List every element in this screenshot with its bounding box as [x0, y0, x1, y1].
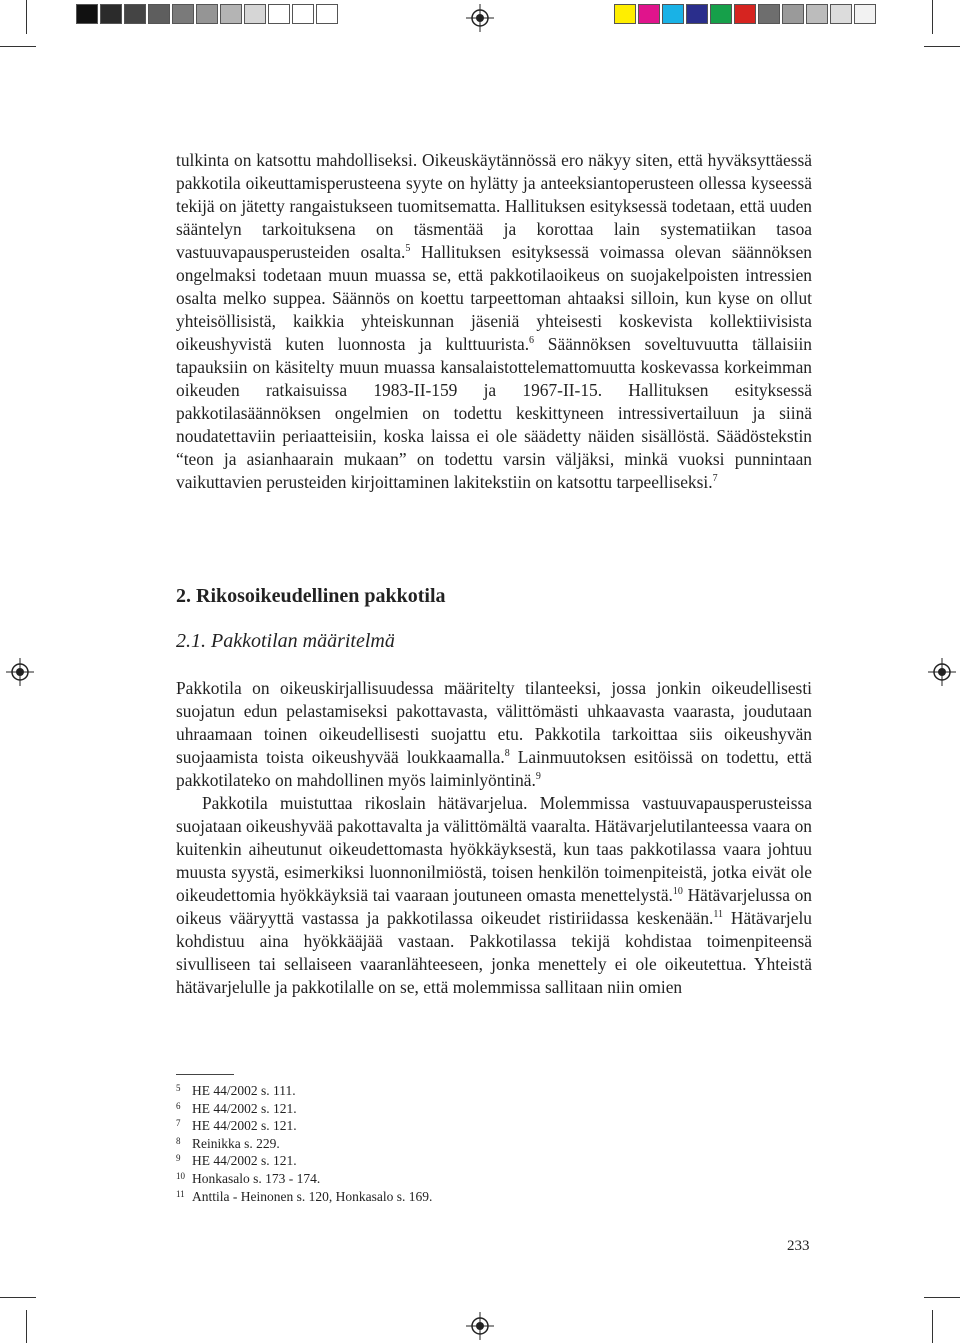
swatch	[638, 4, 660, 24]
registration-mark-icon	[6, 658, 34, 686]
swatch	[100, 4, 122, 24]
footnote-ref: 7	[712, 473, 718, 484]
text-run: Pakkotila muistuttaa rikoslain hätävarjelua. Molemmissa vastuuvapausperusteissa suojataan oikeushyvää pakottavalta ja välittömältä vaaralta. Hätävarjelutilanteessa vaara on kuitenkin aiheutunut oikeudettomasta hyökkäyksestä, kun taas pakkotilassa vaara johtuu muusta syystä, esimerkiksi luonnonilmiöstä, toisen henkilön toimenpiteistä, jotka eivät ole oikeudettomia hyökkäyksiä tai vaaraan joutuneen omasta menettelystä.	[176, 793, 812, 905]
swatch	[172, 4, 194, 24]
swatch	[614, 4, 636, 24]
footnote	[176, 1135, 676, 1153]
footnotes	[176, 1082, 676, 1205]
footnote-ref: 11	[713, 909, 724, 920]
footnote	[176, 1117, 676, 1135]
footnote-text: HE 44/2002 s. 111.	[192, 1083, 296, 1098]
swatch	[734, 4, 756, 24]
registration-mark-icon	[466, 4, 494, 32]
text-run: Hallituksen esityksessä voimassa olevan säännöksen ongelmaksi todetaan muun muassa se, että pakkotilaoikeus on suojakelpoisten intressien osalta melko suppea. Säännös on koettu tarpeettoman ahtaaksi silloin, kun kyse on ollut yhteisöllisistä, kaikkia yhteiskunnan jäseniä yhteisesti koskevista kollektiivisista oikeushyvistä kuten luonnosta ja kulttuurista.	[176, 242, 812, 354]
swatch	[244, 4, 266, 24]
footnote-ref: 8	[504, 748, 510, 759]
section-heading: 2. Rikosoikeudellinen pakkotila	[176, 585, 446, 607]
paragraph	[176, 149, 812, 494]
swatch	[830, 4, 852, 24]
registration-mark-icon	[928, 658, 956, 686]
swatch	[220, 4, 242, 24]
footnote-ref: 10	[672, 886, 683, 897]
footnote-text: Anttila - Heinonen s. 120, Honkasalo s. 169.	[192, 1188, 433, 1204]
body-text	[176, 149, 812, 494]
swatch	[292, 4, 314, 24]
page-number: 233	[787, 1238, 810, 1254]
swatch	[662, 4, 684, 24]
swatch	[686, 4, 708, 24]
text-run: Hätävarjelu kohdistuu aina hyökkääjää vastaan. Pakkotilassa tekijä kohdistaa toimenpiteensä sivulliseen tai sellaiseen vaaranlähteeseen, jonka menettely ei ole oikeutettua. Yhteistä hätävarjelulle ja pakkotilalle on se, että molemmissa sallitaan niin omien	[176, 908, 812, 997]
paragraph	[176, 792, 812, 999]
footnote-number: 10	[176, 1170, 185, 1181]
registration-mark-icon	[466, 1312, 494, 1340]
footnote-text: Reinikka s. 229.	[192, 1135, 280, 1151]
footnote-text: Honkasalo s. 173 - 174.	[192, 1170, 321, 1186]
footnote	[176, 1100, 676, 1118]
swatch	[268, 4, 290, 24]
subsection-heading: 2.1. Pakkotilan määritelmä	[176, 630, 395, 652]
crop-mark-icon	[932, 1310, 933, 1343]
swatch	[316, 4, 338, 24]
text-run: Pakkotila on oikeuskirjallisuudessa määritelty tilanteeksi, jossa jonkin oikeudellisesti suojatun edun pelastamiseksi pakottavasta, välittömästi uhkaavasta vaarasta, joudutaan uhraamaan toinen oikeudellisesti suojattu etu. Pakkotila tarkoittaa siis oikeushyvän suojaamista toista oikeushyvää loukkaamalla.	[176, 678, 812, 767]
footnote-text: HE 44/2002 s. 121.	[192, 1118, 297, 1134]
text-run: Lainmuutoksen esitöissä on todettu, että pakkotilateko on mahdollinen myös laiminlyöntinä.	[176, 747, 813, 790]
footnote	[176, 1082, 676, 1100]
swatch	[806, 4, 828, 24]
crop-mark-icon	[0, 1297, 36, 1298]
footnote-ref: 6	[529, 335, 535, 346]
footnote-number: 7	[176, 1118, 181, 1129]
section-text	[176, 677, 812, 999]
crop-mark-icon	[26, 0, 27, 34]
paragraph	[176, 677, 812, 792]
swatch	[124, 4, 146, 24]
swatch	[782, 4, 804, 24]
footnote-number: 11	[176, 1188, 185, 1199]
swatch	[148, 4, 170, 24]
footnote-number: 8	[176, 1135, 181, 1146]
crop-mark-icon	[0, 46, 36, 47]
crop-mark-icon	[932, 0, 933, 34]
footnote-ref: 5	[405, 243, 411, 254]
crop-mark-icon	[26, 1310, 27, 1343]
crop-mark-icon	[924, 1297, 960, 1298]
footnote-text: HE 44/2002 s. 121.	[192, 1153, 297, 1169]
footnote-divider	[176, 1074, 234, 1075]
footnote	[176, 1170, 676, 1188]
text-run: tulkinta on katsottu mahdolliseksi. Oikeuskäytännössä ero näkyy siten, että hyväksyttäessä pakkotila oikeuttamisperusteena syyte on hylätty ja anteeksiantoperusteen ollessa kyseessä tekijä on jätetty rangaistukseen tuomitsematta. Hallituksen esityksessä todetaan, että uuden sääntelyn tarkoituksena on täsmentää ja korottaa lain systematiikan tasoa vastuuvapausperusteiden osalta.	[176, 150, 812, 262]
footnote	[176, 1152, 676, 1170]
footnote-number: 9	[176, 1153, 181, 1164]
swatch	[196, 4, 218, 24]
footnote-number: 5	[176, 1083, 181, 1093]
footnote-number: 6	[176, 1100, 181, 1111]
crop-mark-icon	[924, 46, 960, 47]
swatch	[76, 4, 98, 24]
swatch	[710, 4, 732, 24]
text-run: Hätävarjelussa on oikeus vääryyttä vastassa ja pakkotilassa oikeudet ristiriidassa keskenään.	[176, 885, 812, 928]
gray-color-bar	[76, 4, 340, 26]
footnote-text: HE 44/2002 s. 121.	[192, 1100, 297, 1116]
footnote	[176, 1188, 676, 1206]
text-run: Säännöksen soveltuvuutta tällaisiin tapauksiin on käsitelty muun muassa kansalaistottelemattomuutta koskevassa korkeimman oikeuden ratkaisuissa 1983-II-159 ja 1967-II-15. Hallituksen esityksessä pakkotilasäännöksen ongelmien on todettu keskittyneen intressivertailuun ja siinä noudatettaviin periaatteisiin, koska laissa ei ole säädetty näiden sisällöstä. Säädöstekstin “teon ja asianhaarain mukaan” on todettu varsin väljäksi, minkä vuoksi punnintaan vaikuttavien perusteiden kirjoittaminen lakitekstiin on katsottu tarpeelliseksi.	[176, 334, 812, 492]
footnote-ref: 9	[535, 771, 541, 782]
swatch	[854, 4, 876, 24]
swatch	[758, 4, 780, 24]
cmyk-color-bar	[614, 4, 878, 26]
